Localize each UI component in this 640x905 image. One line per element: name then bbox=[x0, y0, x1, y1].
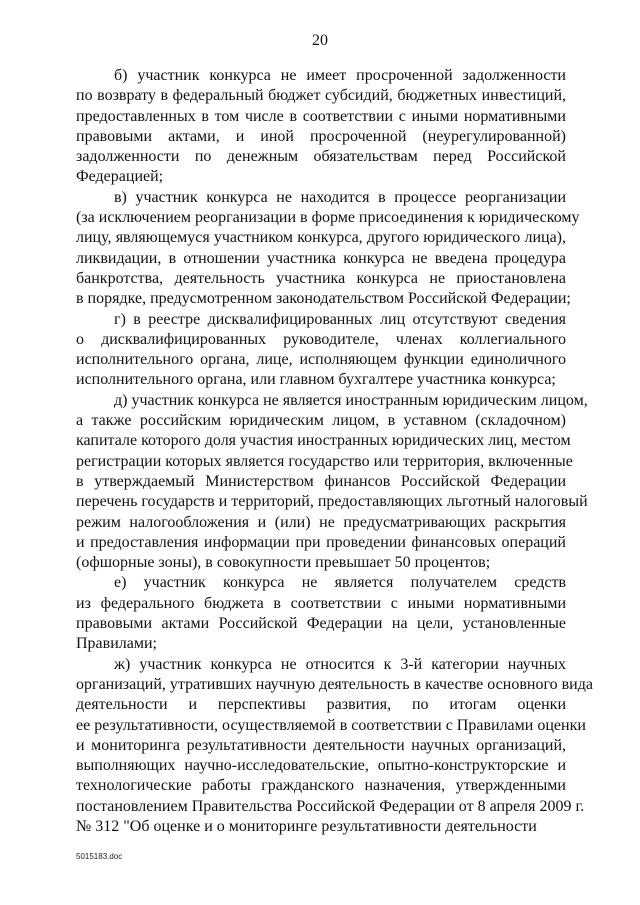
paragraph-line: предоставленных в том числе в соответствии с иными нормативными bbox=[76, 107, 566, 125]
paragraph-line: правовыми актами, и иной просроченной (неурегулированной) bbox=[76, 127, 566, 145]
paragraph-line: задолженности по денежным обязательствам перед Российской bbox=[76, 148, 566, 166]
paragraph-v bbox=[76, 188, 580, 310]
paragraph-line: банкротства, деятельность участника конкурса не приостановлена bbox=[76, 269, 566, 287]
document-file-id: 5015183.doc bbox=[76, 852, 123, 861]
paragraph-line: и мониторинга результативности деятельности научных организаций, bbox=[76, 736, 566, 754]
paragraph-line: г) в реестре дисквалифицированных лиц отсутствуют сведения bbox=[114, 310, 566, 328]
paragraph-line: в) участник конкурса не находится в процессе реорганизации bbox=[114, 188, 566, 206]
paragraph-line: а также российским юридическим лицом, в уставном (складочном) bbox=[76, 412, 566, 430]
paragraph-line: капитале которого доля участия иностранных юридических лиц, местом bbox=[76, 432, 571, 450]
paragraph-line: технологические работы гражданского назначения, утвержденными bbox=[76, 777, 566, 795]
paragraph-b bbox=[76, 66, 566, 188]
paragraph-line: выполняющих научно-исследовательские, опытно-конструкторские и bbox=[76, 757, 566, 775]
paragraph-line: исполнительного органа, или главном бухгалтере участника конкурса; bbox=[76, 371, 556, 389]
paragraph-line: д) участник конкурса не является иностранным юридическим лицом, bbox=[114, 391, 588, 409]
paragraph-line: в утверждаемый Министерством финансов Российской Федерации bbox=[76, 472, 566, 490]
paragraph-e bbox=[76, 573, 566, 654]
paragraph-line: исполнительного органа, лице, исполняющем функции единоличного bbox=[76, 351, 566, 369]
paragraph-line: о дисквалифицированных руководителе, членах коллегиального bbox=[76, 330, 566, 348]
paragraph-line: правовыми актами Российской Федерации на цели, установленные bbox=[76, 615, 566, 633]
paragraph-line: ее результативности, осуществляемой в соответствии с Правилами оценки bbox=[76, 716, 586, 734]
paragraph-line: регистрации которых является государство или территория, включенные bbox=[76, 452, 573, 470]
document-body bbox=[76, 66, 593, 837]
paragraph-line: и предоставления информации при проведении финансовых операций bbox=[76, 533, 566, 551]
paragraph-line: лицу, являющемуся участником конкурса, другого юридического лица), bbox=[76, 229, 566, 247]
paragraph-line: (за исключением реорганизации в форме присоединения к юридическому bbox=[76, 209, 580, 227]
paragraph-line: деятельности и перспективы развития, по итогам оценки bbox=[76, 696, 566, 714]
paragraph-line: Правилами; bbox=[76, 635, 157, 653]
paragraph-line: (офшорные зоны), в совокупности превышает 50 процентов; bbox=[76, 554, 491, 572]
paragraph-line: ликвидации, в отношении участника конкурса не введена процедура bbox=[76, 249, 566, 267]
page-number: 20 bbox=[312, 32, 328, 49]
paragraph-line: е) участник конкурса не является получателем средств bbox=[114, 574, 566, 592]
paragraph-line: постановлением Правительства Российской Федерации от 8 апреля 2009 г. bbox=[76, 797, 585, 815]
paragraph-d bbox=[76, 391, 588, 574]
paragraph-zh bbox=[76, 655, 593, 838]
paragraph-line: по возврату в федеральный бюджет субсидий, бюджетных инвестиций, bbox=[76, 87, 566, 105]
paragraph-line: № 312 "Об оценке и о мониторинге результативности деятельности bbox=[76, 817, 537, 835]
paragraph-line: в порядке, предусмотренном законодательством Российской Федерации; bbox=[76, 290, 571, 308]
paragraph-g bbox=[76, 310, 566, 391]
paragraph-line: режим налогообложения и (или) не предусматривающих раскрытия bbox=[76, 513, 566, 531]
paragraph-line: Федерацией; bbox=[76, 168, 164, 186]
paragraph-line: перечень государств и территорий, предоставляющих льготный налоговый bbox=[76, 493, 588, 511]
paragraph-line: ж) участник конкурса не относится к 3-й категории научных bbox=[114, 655, 566, 673]
paragraph-line: из федерального бюджета в соответствии с иными нормативными bbox=[76, 594, 566, 612]
paragraph-line: б) участник конкурса не имеет просроченной задолженности bbox=[114, 67, 566, 84]
paragraph-line: организаций, утративших научную деятельность в качестве основного вида bbox=[76, 675, 593, 693]
